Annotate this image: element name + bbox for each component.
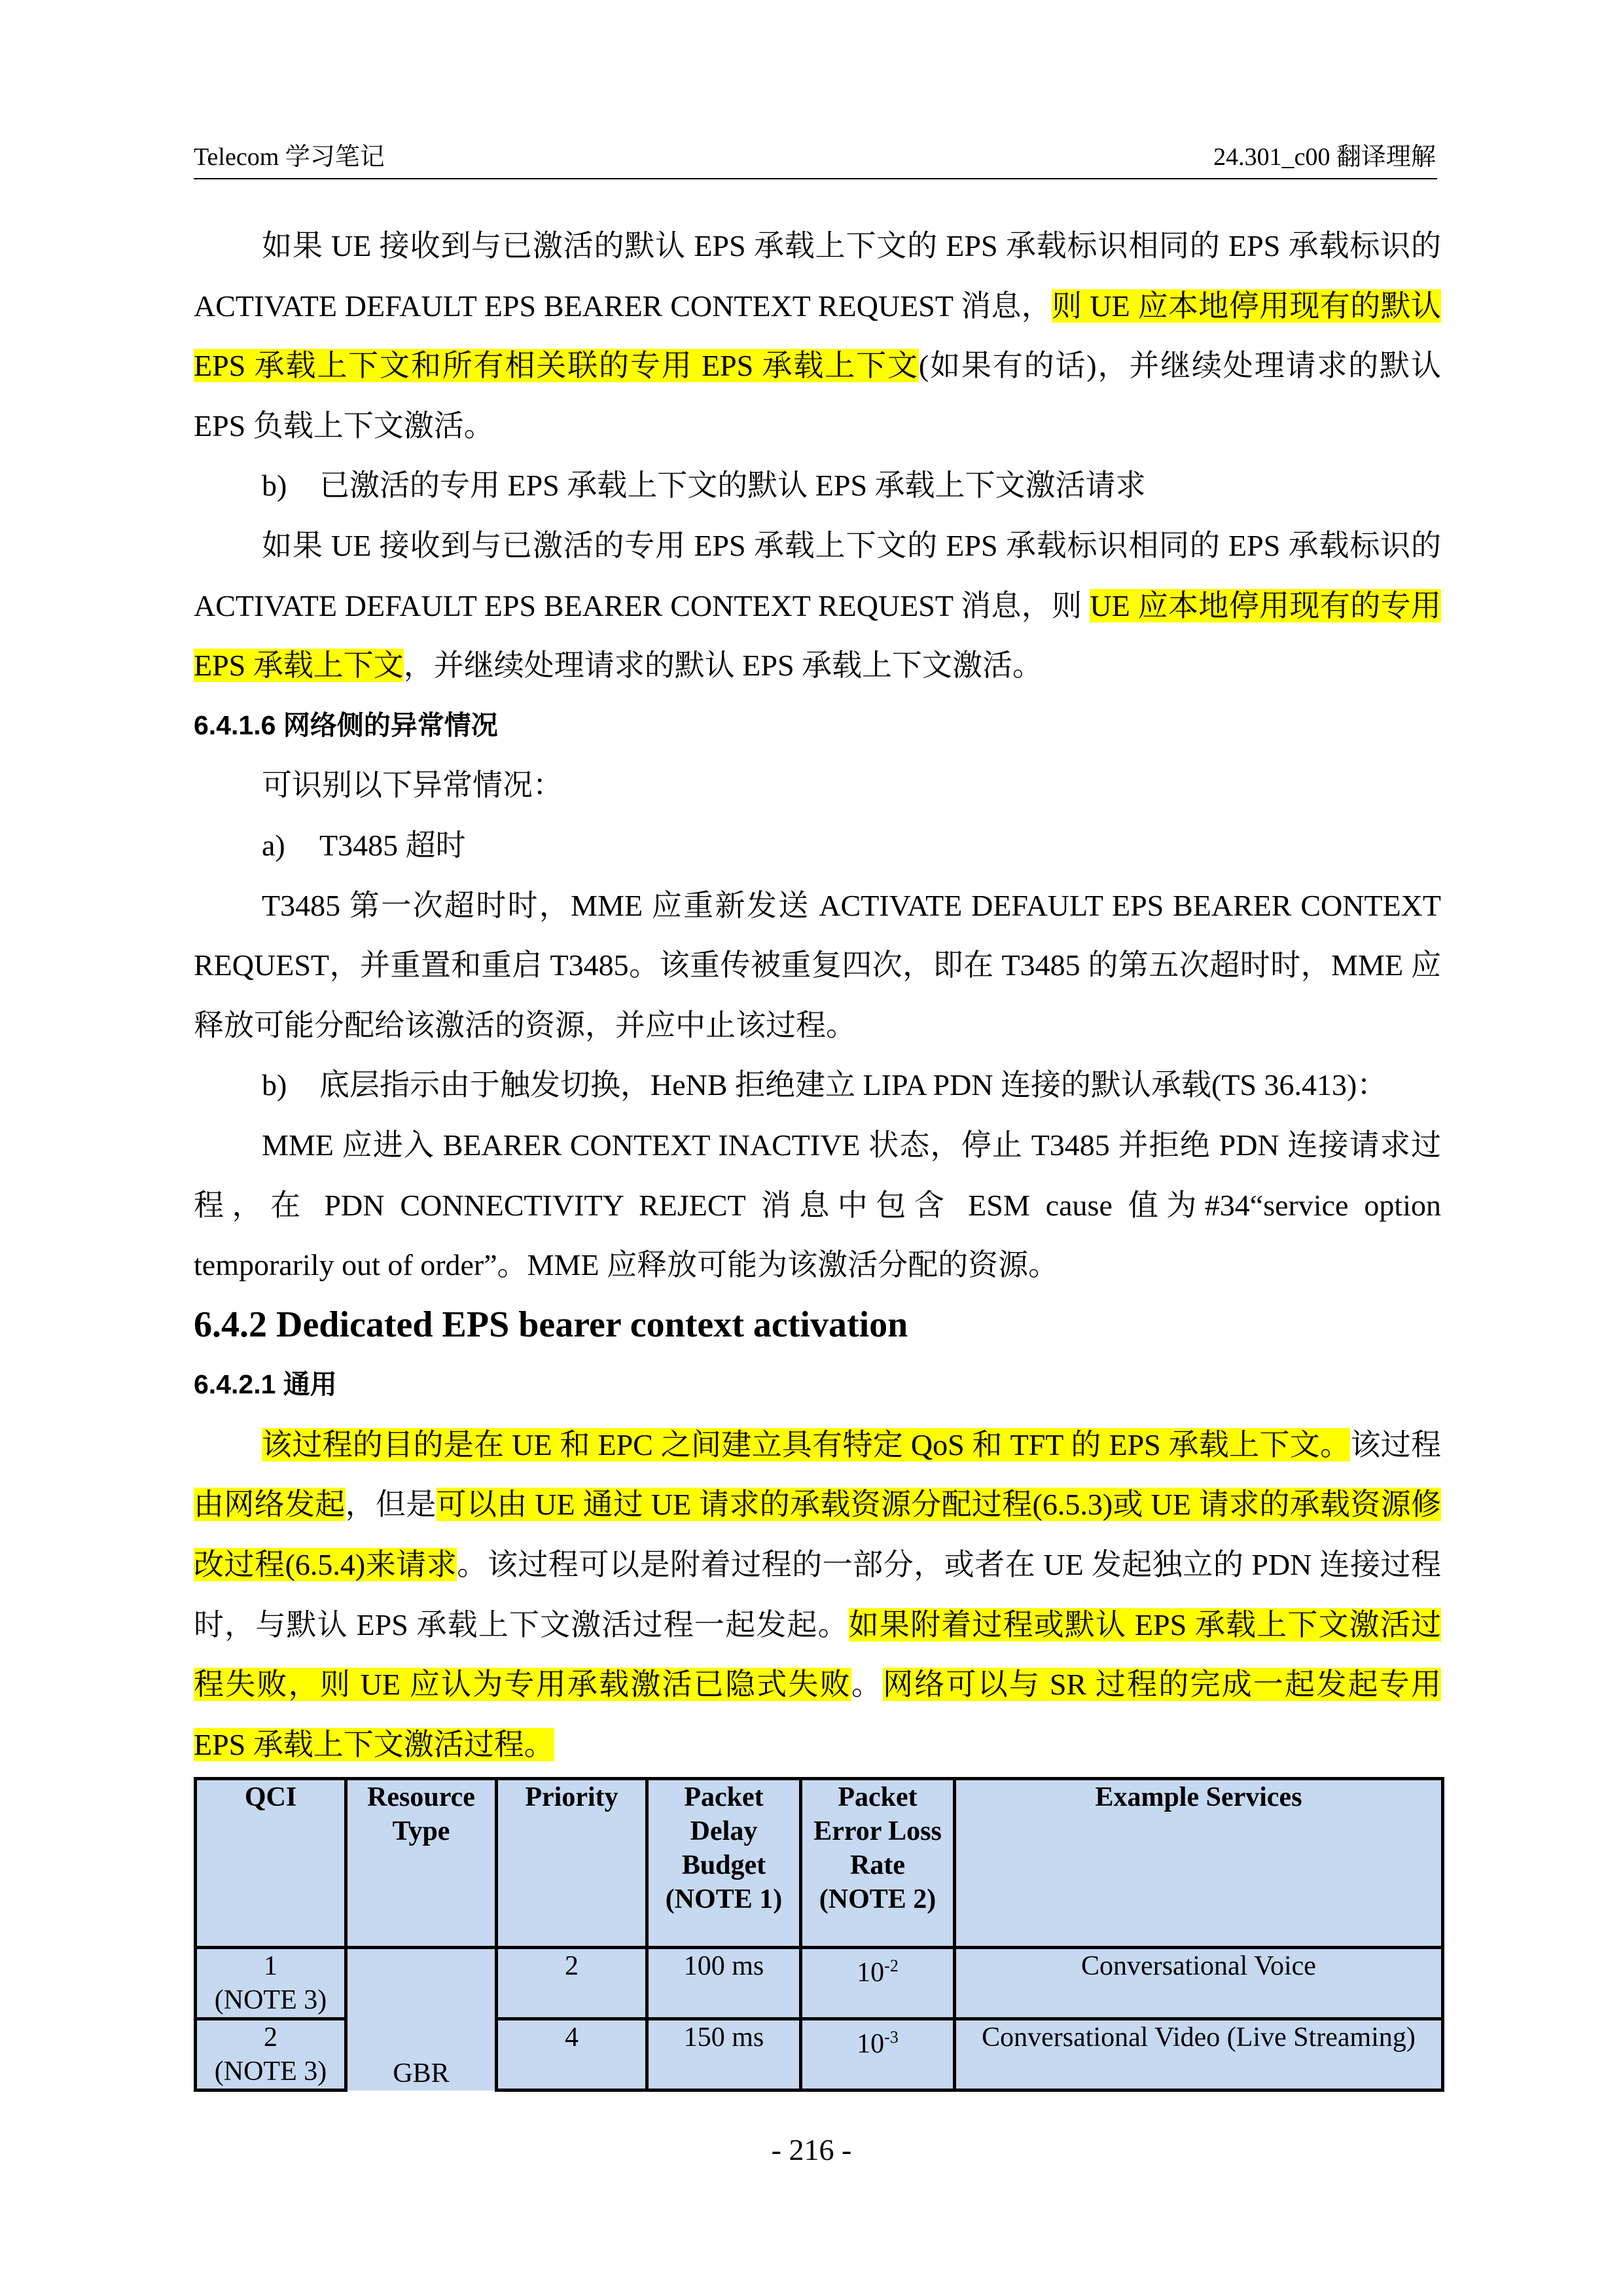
page-body xyxy=(194,216,1441,2092)
column-header-resource-type: Resource Type xyxy=(346,1779,497,1948)
text-span: 如果 UE 接收到与已激活的专用 EPS 承载上下文的 EPS 承载标识相同的 EPS 承载标识的 ACTIVATE DEFAULT EPS BEARER CONTEXT REQUEST 消息，则 xyxy=(194,528,1441,622)
delay-cell: 150 ms xyxy=(647,2019,801,2090)
paragraph-t3485-expiry: T3485 第一次超时时，MME 应重新发送 ACTIVATE DEFAULT EPS BEARER CONTEXT REQUEST，并重置和重启 T3485。该重传被重复四次，即在 T3485 的第五次超时时，MME 应释放可能分配给该激活的资源，并应中止该过程。 xyxy=(194,888,1441,1042)
delay-cell: 100 ms xyxy=(647,1948,801,2019)
list-marker: b) xyxy=(262,1068,287,1102)
qci-cell xyxy=(196,2019,346,2090)
paragraph-default-bearer-conflict xyxy=(194,216,1441,456)
qci-value: 1 xyxy=(264,1951,277,1982)
text-span: ，但是 xyxy=(345,1488,437,1522)
qci-note: (NOTE 3) xyxy=(214,2056,327,2087)
resource-type-cell: GBR xyxy=(346,1948,497,2090)
highlighted-text: 可以由 UE 通过 UE 请求的承载资源分配过程(6.5.3)或 UE 请求的承载资源修改过程(6.5.4)来请求 xyxy=(194,1488,1442,1582)
qci-characteristics-table xyxy=(194,1777,1444,2092)
qci-value: 2 xyxy=(264,2022,277,2053)
paragraph-dedicated-general xyxy=(194,1415,1441,1775)
loss-rate-cell xyxy=(801,1948,955,2019)
loss-base: 10 xyxy=(857,1958,885,1988)
highlighted-text: 网络可以与 SR 过程的完成一起发起专用 EPS 承载上下文激活过程。 xyxy=(194,1668,1442,1761)
list-marker: a) xyxy=(262,828,285,862)
header-doc-id: 24.301_c00 翻译理解 xyxy=(1213,143,1436,171)
paragraph-mme-reject: MME 应进入 BEARER CONTEXT INACTIVE 状态，停止 T3485 并拒绝 PDN 连接请求过程，在 PDN CONNECTIVITY REJECT 消息中包含 ESM cause 值为#34“service option temporarily out of order”。MME 应释放可能为该激活分配的资源。 xyxy=(194,1128,1441,1282)
loss-exponent: -3 xyxy=(884,2028,899,2047)
priority-cell: 4 xyxy=(497,2019,647,2090)
column-header-qci: QCI xyxy=(196,1779,346,1948)
paragraph-dedicated-bearer-conflict xyxy=(194,516,1441,696)
column-header-error-loss-rate: Packet Error Loss Rate (NOTE 2) xyxy=(801,1779,955,1948)
section-heading-6-4-2-1: 6.4.2.1 通用 xyxy=(194,1369,337,1400)
list-item-b-lipa xyxy=(194,1055,1441,1115)
text-span: 该过程 xyxy=(1350,1427,1442,1462)
table-header-row xyxy=(196,1779,1443,1948)
highlighted-text: 则 UE 应本地停用现有的默认 EPS 承载上下文和所有相关联的专用 EPS 承载上下文 xyxy=(194,289,1441,383)
text-span: ，并继续处理请求的默认 EPS 承载上下文激活。 xyxy=(403,649,1043,683)
column-header-delay-budget: Packet Delay Budget (NOTE 1) xyxy=(647,1779,801,1948)
qci-note: (NOTE 3) xyxy=(214,1985,327,2016)
column-header-priority: Priority xyxy=(497,1779,647,1948)
highlighted-text: UE 应本地停用现有的专用 EPS 承载上下文 xyxy=(194,588,1441,683)
text-span: 。该过程可以是附着过程的一部分，或者在 UE 发起独立的 PDN 连接过程时，与默认 EPS 承载上下文激活过程一起发起。 xyxy=(194,1548,1441,1641)
highlighted-text: 该过程的目的是在 UE 和 EPC 之间建立具有特定 QoS 和 TFT 的 EPS 承载上下文。 xyxy=(262,1427,1351,1462)
list-item-b-dedicated xyxy=(194,456,1441,516)
highlighted-text: 如果附着过程或默认 EPS 承载上下文激活过程失败，则 UE 应认为专用承载激活已隐式失败 xyxy=(194,1607,1442,1702)
loss-rate-cell xyxy=(801,2019,955,2090)
priority-cell: 2 xyxy=(497,1948,647,2019)
section-heading-6-4-2: 6.4.2 Dedicated EPS bearer context activation xyxy=(194,1304,908,1345)
list-item-a-timeout xyxy=(194,816,1441,876)
list-item-text: 已激活的专用 EPS 承载上下文的默认 EPS 承载上下文激活请求 xyxy=(319,469,1146,503)
page-header xyxy=(194,131,1437,179)
loss-base: 10 xyxy=(857,2029,885,2060)
service-cell: Conversational Video (Live Streaming) xyxy=(955,2019,1443,2090)
text-span: 。 xyxy=(851,1668,883,1702)
paragraph-abnormal-intro: 可识别以下异常情况： xyxy=(262,768,563,802)
text-span: 如果 UE 接收到与已激活的默认 EPS 承载上下文的 EPS 承载标识相同的 EPS 承载标识的 ACTIVATE DEFAULT EPS BEARER CONTEXT REQUEST 消息， xyxy=(194,229,1441,323)
table-row xyxy=(196,1948,1443,2019)
header-title: Telecom 学习笔记 xyxy=(194,143,385,171)
section-heading-6-4-1-6: 6.4.1.6 网络侧的异常情况 xyxy=(194,709,498,740)
qci-cell xyxy=(196,1948,346,2019)
text-span: (如果有的话)，并继续处理请求的默认 EPS 负载上下文激活。 xyxy=(194,349,1442,442)
page-number: - 216 - xyxy=(771,2133,852,2166)
column-header-example-services: Example Services xyxy=(955,1779,1443,1948)
list-item-text: 底层指示由于触发切换，HeNB 拒绝建立 LIPA PDN 连接的默认承载(TS 36.413)： xyxy=(319,1068,1387,1102)
list-item-text: T3485 超时 xyxy=(319,828,466,862)
service-cell: Conversational Voice xyxy=(955,1948,1443,2019)
highlighted-text: 由网络发起 xyxy=(194,1488,346,1522)
list-marker: b) xyxy=(262,469,287,503)
loss-exponent: -2 xyxy=(884,1956,899,1976)
